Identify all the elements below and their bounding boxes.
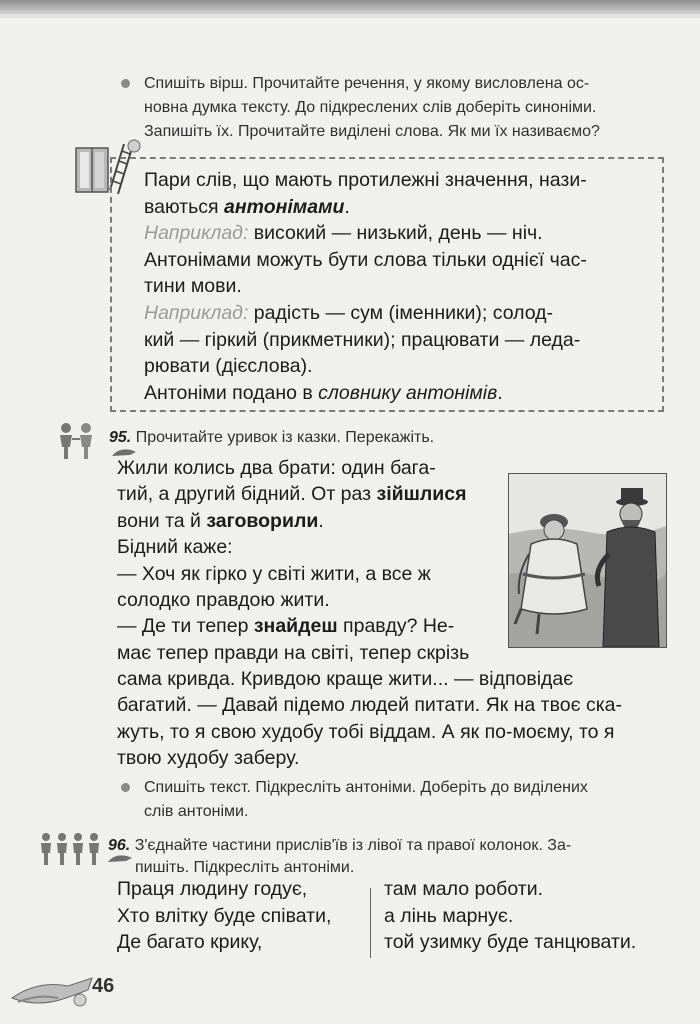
rule-text [144, 167, 644, 406]
proverb-start: Де багато крику, [117, 931, 263, 953]
story-line: сама кривда. Кривдою краще жити... — відповідає [117, 668, 574, 690]
intro-line: новна думка тексту. До підкреслених слів доберіть синоніми. [144, 99, 597, 116]
task-line: Спишіть текст. Підкресліть антоніми. Доберіть до виділених [144, 779, 588, 796]
proverb-start: Хто влітку буде співати, [117, 904, 332, 927]
proverb-start: Праця людину годує, [117, 878, 308, 900]
rule-line: рювати (дієслова). [144, 355, 313, 378]
pencil-decoration-icon [8, 968, 98, 1012]
group-work-icon [38, 832, 104, 866]
exercise-96-heading [108, 835, 668, 879]
rule-line: Наприклад: радість — сум (іменники); солод- [144, 301, 554, 324]
page-number: 46 [92, 975, 115, 997]
rule-line: тини мови. [144, 275, 242, 298]
story-line: — Де ти тепер знайдеш правду? Не- [117, 615, 455, 638]
story-line: вони та й заговорили. [117, 509, 324, 532]
highlight-word: знайдеш [253, 615, 338, 638]
exercise-number: 95. [109, 429, 132, 446]
story-line: багатий. — Давай підемо людей питати. Як на твоє ска- [117, 694, 623, 717]
term-dictionary: словнику антонімів [318, 381, 498, 404]
story-line: — Хоч як гірко у світі жити, а все ж [117, 562, 431, 585]
rule-line: ваються антонімами. [144, 195, 350, 218]
brothers-illustration [508, 473, 667, 648]
intro-line: Спишіть вірш. Прочитайте речення, у якому висловлена ос- [144, 75, 590, 92]
left-column [117, 876, 331, 956]
story-line: має тепер правди на світі, тепер скрізь [117, 641, 470, 664]
page-top-shadow [0, 14, 700, 18]
exercise-title: З'єднайте частини прислів'їв із лівої та правої колонок. За- [134, 837, 572, 854]
term-antonyms: антонімами [224, 195, 345, 218]
proverb-end: той узимку буде танцювати. [384, 931, 637, 953]
story-line: Бідний каже: [117, 536, 233, 559]
story-line: солодко правдою жити. [117, 589, 330, 612]
right-column [384, 876, 636, 956]
story-line: Жили колись два брати: один бага- [117, 457, 436, 479]
story-line: тий, а другий бідний. От раз зійшлися [117, 483, 467, 506]
task-line: слів антоніми. [144, 803, 249, 820]
rule-line: кий — гіркий (прикметники); працювати — леда- [144, 328, 581, 351]
proverb-end: а лінь марнує. [384, 904, 514, 927]
story-text-wide [117, 666, 664, 772]
rule-line: Антонімами можуть бути слова тільки однієї час- [144, 248, 587, 271]
rule-line: Наприклад: високий — низький, день — ніч. [144, 222, 543, 245]
proverb-end: там мало роботи. [384, 878, 544, 900]
bullet-icon [121, 783, 130, 792]
example-label: Наприклад [144, 222, 243, 245]
exercise-title-cont: пишіть. Підкресліть антоніми. [135, 859, 355, 876]
intro-task [121, 72, 666, 144]
exercise-95-task [121, 776, 666, 824]
rule-line: Антоніми подано в словнику антонімів. [144, 381, 503, 404]
rule-line: Пари слів, що мають протилежні значення, нази- [144, 169, 587, 191]
intro-line: Запишіть їх. Прочитайте виділені слова. Як ми їх називаємо? [144, 123, 600, 140]
exercise-95-heading [109, 427, 434, 449]
story-line: жуть, то я свою худобу тобі віддам. А як по-моєму, то я [117, 720, 615, 743]
story-line: твою худобу заберу. [117, 747, 300, 770]
exercise-number: 96. [108, 837, 131, 854]
highlight-word: зійшлися [376, 483, 467, 506]
story-text [117, 455, 489, 666]
pair-work-icon [54, 421, 104, 461]
exercise-title: Прочитайте уривок із казки. Перекажіть. [135, 429, 435, 446]
page-top-edge [0, 0, 700, 14]
example-label: Наприклад [144, 301, 243, 324]
column-divider [370, 888, 371, 958]
highlight-word: заговорили [206, 509, 319, 532]
bullet-icon [121, 79, 130, 88]
